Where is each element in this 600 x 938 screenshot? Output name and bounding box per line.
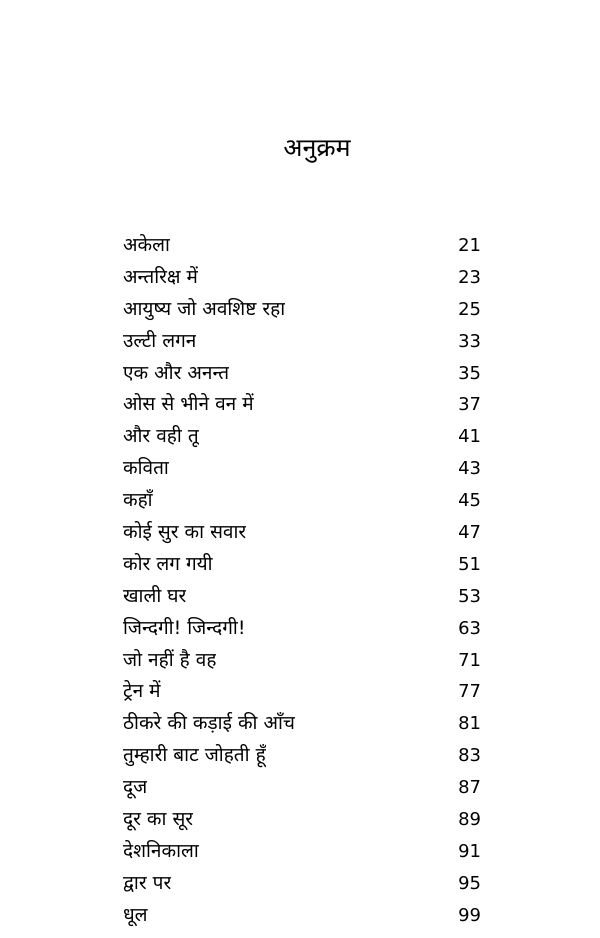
toc-entry [123,581,481,613]
toc-entry-page-number: 43 [458,458,481,480]
toc-entry [123,421,481,453]
toc-entry-title: तुम्हारी बाट जोहती हूँ [123,744,266,767]
toc-entry [123,613,481,645]
toc-entry-page-number: 83 [458,745,481,767]
toc-entry-title: कविता [123,457,169,480]
toc-entry-page-number: 47 [458,522,481,544]
toc-entry-page-number: 89 [458,809,481,831]
toc-entry-page-number: 51 [458,553,481,575]
toc-entry [123,549,481,581]
toc-entry-page-number: 71 [458,649,481,671]
toc-entry-page-number: 35 [458,362,481,384]
toc-entry-page-number: 87 [458,777,481,799]
toc-entry [123,485,481,517]
toc-entry-title: अकेला [123,234,170,256]
toc-entry [123,740,481,772]
toc-entry-page-number: 95 [458,872,481,894]
toc-entry [123,836,481,868]
toc-entry-title: ओस से भीने वन में [123,393,254,416]
toc-entry-page-number: 63 [458,617,481,639]
toc-entry [123,358,481,390]
toc-entry-title: कोई सुर का सवार [123,521,247,544]
toc-entry-title: कहाँ [123,489,153,512]
toc-entry-page-number: 25 [458,298,481,320]
toc-entry-title: अन्तरिक्ष में [123,265,198,288]
toc-entry-title: जो नहीं है वह [123,648,217,671]
toc-entry [123,804,481,836]
toc-entry [123,453,481,485]
toc-entry-title: ठीकरे की कड़ाई की आँच [123,712,295,735]
toc-entry [123,326,481,358]
toc-entry [123,517,481,549]
toc-entry-page-number: 21 [458,235,481,256]
toc-entry-title: दूर का सूर [123,808,194,831]
toc-entry-title: द्वार पर [123,871,172,894]
toc-entry [123,772,481,804]
toc-entry [123,294,481,326]
page-title: अनुक्रम [283,133,351,162]
toc-entry-title: देशनिकाला [123,839,199,862]
toc-entry-title: ट्रेन में [123,680,161,703]
toc-entry-title: एक और अनन्त [123,361,230,384]
toc-entry [123,900,481,932]
toc-entry-title: उल्टी लगन [123,329,197,352]
toc-entry-title: खाली घर [123,584,187,607]
toc-entry [123,645,481,677]
toc-entry-page-number: 45 [458,490,481,512]
toc-entry-page-number: 77 [458,681,481,703]
table-of-contents [123,230,481,932]
toc-entry-title: जिन्दगी! जिन्दगी! [123,616,246,639]
toc-entry-page-number: 53 [458,585,481,607]
toc-entry-title: धूल [123,903,148,926]
toc-entry-title: दूज [123,776,148,799]
toc-entry-title: कोर लग गयी [123,552,213,575]
toc-entry [123,389,481,421]
toc-entry [123,868,481,900]
toc-entry [123,262,481,294]
toc-entry-page-number: 41 [458,426,481,448]
toc-entry-title: आयुष्य जो अवशिष्ट रहा [123,297,286,320]
toc-entry-title: और वही तू [123,425,199,448]
toc-entry [123,676,481,708]
toc-entry-page-number: 99 [458,904,481,926]
toc-entry-page-number: 33 [458,330,481,352]
toc-entry [123,708,481,740]
toc-entry-page-number: 91 [458,840,481,862]
toc-entry-page-number: 81 [458,713,481,735]
toc-entry [123,230,481,262]
toc-entry-page-number: 23 [458,266,481,288]
toc-entry-page-number: 37 [458,394,481,416]
